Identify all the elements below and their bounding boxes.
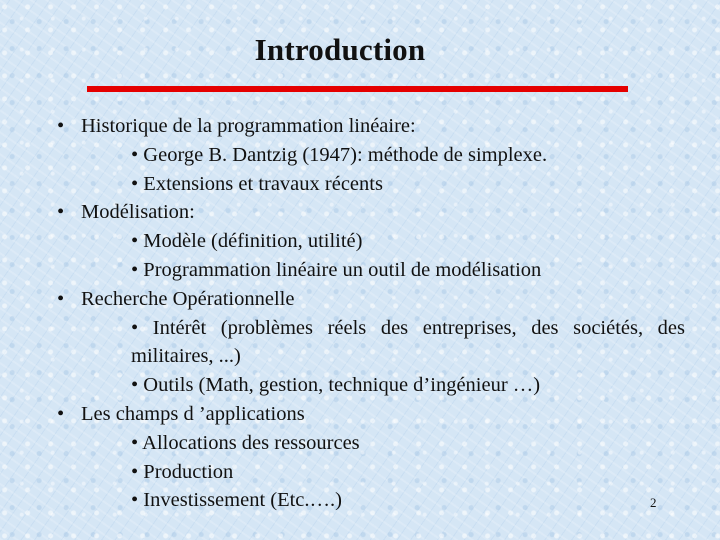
sub-item: • Programmation linéaire un outil de modélisation — [131, 258, 542, 281]
sub-item: • Production — [131, 460, 234, 483]
section-label: Les champs d ’applications — [81, 402, 305, 425]
bullet-icon: • — [57, 402, 65, 425]
page-number: 2 — [650, 495, 657, 510]
bullet-icon: • — [57, 115, 65, 137]
section-historique — [0, 112, 720, 141]
section-label: Historique de la programmation linéaire: — [81, 115, 416, 137]
bullet-icon: • — [57, 287, 65, 310]
section-recherche-operationnelle — [0, 285, 720, 314]
bullet-list — [0, 112, 720, 515]
slide-title: Introduction — [254, 32, 426, 67]
sub-item: • Investissement (Etc.….) — [131, 489, 342, 512]
sub-item: • Intérêt (problèmes réels des entreprises, des sociétés, des militaires, ...) — [131, 316, 685, 368]
sub-item: • George B. Dantzig (1947): méthode de simplexe. — [131, 143, 548, 166]
section-label: Recherche Opérationnelle — [81, 287, 295, 310]
sub-item: • Allocations des ressources — [131, 431, 360, 454]
title-underline — [87, 86, 628, 92]
sub-item: • Outils (Math, gestion, technique d’ingénieur …) — [131, 374, 541, 397]
bullet-icon: • — [57, 201, 65, 224]
section-modelisation — [0, 198, 720, 227]
section-champs-applications — [0, 400, 720, 429]
sub-item: • Modèle (définition, utilité) — [131, 230, 363, 253]
section-label: Modélisation: — [81, 201, 195, 224]
sub-item: • Extensions et travaux récents — [131, 172, 383, 195]
